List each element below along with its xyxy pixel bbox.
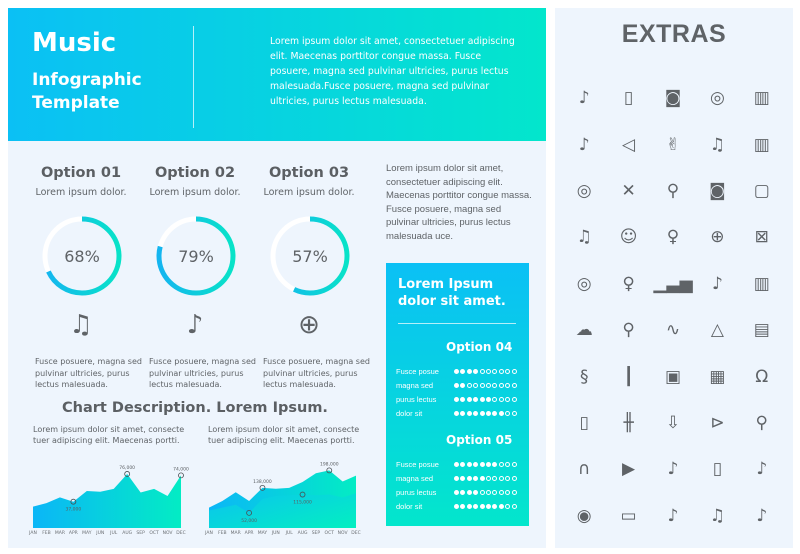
- rating-label: purus lectus: [396, 395, 437, 404]
- rating-label: Fusce posue: [396, 367, 439, 376]
- radio-icon[interactable]: ▣: [664, 366, 681, 387]
- rating-dot: [499, 504, 504, 509]
- data-label: 74,000: [173, 467, 189, 473]
- option-1: [26, 165, 136, 198]
- x-tick-label: APR: [244, 531, 254, 536]
- rating-row: [396, 395, 517, 404]
- rating-dot: [499, 490, 504, 495]
- rating-row: [396, 367, 517, 376]
- maracas-icon[interactable]: ⚲: [755, 412, 768, 433]
- option-description: Fusce posuere, magna sed pulvinar ultricies, purus lectus malesuada.: [35, 357, 142, 389]
- option-subtitle: Lorem ipsum dolor.: [263, 187, 355, 198]
- rating-dot: [499, 369, 504, 374]
- rating-dot: [460, 504, 465, 509]
- x-tick-label: DEC: [176, 531, 186, 536]
- rating-dot: [492, 504, 497, 509]
- rating-dot: [486, 411, 491, 416]
- guitar-head-icon[interactable]: ♪: [756, 459, 768, 480]
- data-label: 52,000: [241, 518, 257, 524]
- phone-play-icon[interactable]: ▶: [622, 459, 636, 480]
- rating-dot: [486, 476, 491, 481]
- charts: [0, 448, 380, 543]
- x-tick-label: APR: [68, 531, 78, 536]
- equalizer-icon[interactable]: ▁▃▅: [653, 273, 693, 294]
- rating-dot: [480, 462, 485, 467]
- rating-dot: [512, 462, 517, 467]
- x-tick-label: MAR: [54, 531, 65, 536]
- rating-dot: [505, 397, 510, 402]
- x-tick-label: OCT: [324, 531, 334, 536]
- rating-row: [396, 488, 517, 497]
- rating-dot: [512, 383, 517, 388]
- rating-dot: [473, 490, 478, 495]
- rating-dot: [512, 504, 517, 509]
- microphone-icon[interactable]: ⚲: [666, 180, 680, 201]
- option-donut: [155, 215, 237, 297]
- rating-dot: [512, 369, 517, 374]
- drum-icon[interactable]: ⊠: [754, 227, 769, 248]
- rating-dot: [454, 462, 459, 467]
- rating-dot: [473, 476, 478, 481]
- phone-music-icon[interactable]: ▯: [623, 88, 634, 109]
- x-tick-label: FEB: [42, 531, 51, 536]
- rating-group-title: Option 05: [446, 433, 513, 447]
- rating-dot: [492, 397, 497, 402]
- side-description: Lorem ipsum dolor sit amet, consectetuer adipiscing elit. Maecenas porttitor congue massa. Fusce posuere, magna sed pulvinar ultricies, purus lectus malesuada uce.: [386, 163, 532, 242]
- rating-dot: [480, 411, 485, 416]
- option-3: [254, 165, 364, 198]
- x-tick-label: AUG: [297, 531, 308, 536]
- piano-icon[interactable]: ▦: [709, 366, 726, 387]
- rating-dot: [492, 490, 497, 495]
- rating-row: [396, 502, 517, 511]
- card-divider: [398, 323, 516, 324]
- divider: [193, 26, 194, 128]
- rating-dot: [480, 383, 485, 388]
- trumpet-icon[interactable]: ⊳: [710, 412, 725, 433]
- rating-dot: [492, 462, 497, 467]
- rating-dot: [486, 490, 491, 495]
- rating-dot: [454, 490, 459, 495]
- x-tick-label: DEC: [351, 531, 361, 536]
- rating-dot: [473, 504, 478, 509]
- rating-dot: [460, 476, 465, 481]
- x-tick-label: JAN: [29, 531, 37, 536]
- music-book-icon[interactable]: ▯: [712, 459, 723, 480]
- rating-dot: [486, 504, 491, 509]
- x-tick-label: SEP: [311, 531, 321, 536]
- volume-icon[interactable]: ◁: [622, 134, 636, 155]
- x-tick-label: MAY: [82, 531, 92, 536]
- data-label: 115,000: [293, 500, 312, 506]
- rating-label: magna sed: [396, 474, 434, 483]
- mixer-sliders-icon[interactable]: ╫: [623, 412, 634, 433]
- header-description: Lorem ipsum dolor sit amet, consectetuer adipiscing elit. Maecenas porttitor congue massa. Fusce posuere, magna sed pulvinar ultricies, purus lectus malesuada.Fusce posuere, magna sed pulvinar ultricies, purus lectus malesuada.: [270, 36, 515, 107]
- rating-dot: [505, 411, 510, 416]
- data-label: 76,000: [119, 465, 136, 471]
- rating-dot: [480, 397, 485, 402]
- rock-hand-icon[interactable]: ✌: [665, 134, 681, 155]
- rating-dots: [454, 462, 517, 467]
- rating-dot: [473, 397, 478, 402]
- rating-dots: [454, 397, 517, 402]
- x-tick-label: JUL: [110, 531, 118, 536]
- turntable-icon[interactable]: ◎: [709, 88, 725, 109]
- rating-dot: [499, 411, 504, 416]
- rating-label: magna sed: [396, 381, 434, 390]
- rating-dot: [512, 490, 517, 495]
- rating-dot: [480, 476, 485, 481]
- rating-dot: [467, 504, 472, 509]
- chart-section-title: Chart Description. Lorem Ipsum.: [62, 400, 328, 416]
- option-subtitle: Lorem ipsum dolor.: [149, 187, 241, 198]
- rating-dot: [473, 411, 478, 416]
- rating-dot: [467, 397, 472, 402]
- rating-dot: [454, 504, 459, 509]
- globe-headphones-icon: ⊕: [298, 310, 320, 340]
- donut-percent: 57%: [292, 247, 328, 266]
- rating-dot: [505, 504, 510, 509]
- extras-title: EXTRAS: [621, 20, 727, 48]
- rating-dot: [505, 383, 510, 388]
- x-tick-label: JUL: [285, 531, 293, 536]
- rating-row: [396, 460, 517, 469]
- option-description: Fusce posuere, magna sed pulvinar ultricies, purus lectus malesuada.: [149, 357, 256, 389]
- rating-dots: [454, 383, 517, 388]
- rating-dot: [499, 383, 504, 388]
- guitar-icon[interactable]: ♪: [711, 273, 723, 294]
- rating-dots: [454, 504, 517, 509]
- download-music-icon[interactable]: ⇩: [665, 412, 681, 433]
- rating-dot: [473, 462, 478, 467]
- option-2: [140, 165, 250, 198]
- rating-dot: [486, 383, 491, 388]
- rating-dot: [512, 411, 517, 416]
- donut-percent: 79%: [178, 247, 214, 266]
- rating-dot: [460, 490, 465, 495]
- rating-dot: [505, 369, 510, 374]
- speaker-icon[interactable]: ◙: [664, 88, 682, 109]
- rating-label: Fusce posue: [396, 460, 439, 469]
- rating-dot: [467, 411, 472, 416]
- x-tick-label: FEB: [218, 531, 227, 536]
- option-title: Option 01: [40, 165, 122, 181]
- music-note-icon[interactable]: ♪: [578, 88, 590, 109]
- x-tick-label: MAR: [230, 531, 241, 536]
- rating-dot: [505, 490, 510, 495]
- chart1-area-series1: [33, 474, 181, 528]
- rating-dot: [467, 476, 472, 481]
- rating-dots: [454, 476, 517, 481]
- rating-dot: [473, 369, 478, 374]
- cassette-icon[interactable]: ▭: [620, 505, 637, 526]
- lyre-icon[interactable]: Ω: [755, 366, 769, 387]
- speaker-note-icon[interactable]: ◙: [709, 180, 726, 201]
- data-label: 37,000: [65, 507, 82, 513]
- rating-dot: [480, 504, 485, 509]
- car-music-icon: ♫: [69, 310, 93, 340]
- rating-dot: [486, 462, 491, 467]
- rating-dot: [454, 476, 459, 481]
- x-tick-label: SEP: [136, 531, 145, 536]
- page-title: Music: [32, 28, 117, 58]
- double-note-icon[interactable]: ♫: [576, 227, 592, 248]
- rating-dot: [512, 476, 517, 481]
- mute-icon[interactable]: ✕: [621, 180, 636, 201]
- rating-dot: [460, 369, 465, 374]
- rating-dots: [454, 411, 517, 416]
- podcast-mic-icon[interactable]: ♀: [622, 273, 635, 294]
- rating-dot: [460, 383, 465, 388]
- music-file-icon[interactable]: ▯: [579, 412, 589, 433]
- rating-dot: [467, 490, 472, 495]
- rating-dot: [473, 383, 478, 388]
- dj-headphones-icon[interactable]: ☺: [619, 227, 638, 248]
- xylophone-icon[interactable]: ▥: [753, 88, 770, 109]
- x-tick-label: JUN: [96, 531, 105, 536]
- rating-group-title: Option 04: [446, 340, 513, 354]
- rating-dot: [480, 369, 485, 374]
- headphones-icon[interactable]: ∩: [577, 459, 591, 480]
- rating-dot: [460, 462, 465, 467]
- rating-dot: [480, 490, 485, 495]
- accordion-icon[interactable]: ▤: [753, 320, 770, 341]
- treble-clef-icon[interactable]: §: [579, 366, 589, 387]
- option-description: Fusce posuere, magna sed pulvinar ultricies, purus lectus malesuada.: [263, 357, 370, 389]
- chimes-icon[interactable]: ▥: [753, 134, 770, 155]
- saxophone-icon[interactable]: ♪: [756, 505, 768, 526]
- data-label: 138,000: [253, 479, 272, 485]
- cloud-music-icon[interactable]: ☁: [575, 320, 593, 341]
- x-tick-label: JAN: [205, 531, 213, 536]
- disc-icon[interactable]: ◉: [576, 505, 592, 526]
- chart2-description: Lorem ipsum dolor sit amet, consecte tuer adipiscing elit. Maecenas portti.: [208, 425, 360, 445]
- option-subtitle: Lorem ipsum dolor.: [35, 187, 127, 198]
- acoustic-guitar-icon[interactable]: ♪: [667, 459, 679, 480]
- rating-dot: [486, 397, 491, 402]
- electric-guitar-icon[interactable]: ♪: [667, 505, 679, 526]
- rating-row: [396, 409, 517, 418]
- rating-dot: [505, 476, 510, 481]
- balalaika-icon[interactable]: △: [710, 320, 724, 341]
- rating-row: [396, 381, 517, 390]
- car-music-icon[interactable]: ♫: [709, 134, 725, 155]
- vinyl-note-icon[interactable]: ◎: [576, 180, 592, 201]
- music-bag-icon[interactable]: ♫: [709, 505, 725, 526]
- x-tick-label: OCT: [149, 531, 159, 536]
- cd-icon[interactable]: ◎: [576, 273, 592, 294]
- rating-label: dolor sit: [396, 409, 423, 418]
- option-donut: [41, 215, 123, 297]
- rating-dot: [460, 411, 465, 416]
- x-tick-label: AUG: [122, 531, 133, 536]
- x-tick-label: NOV: [337, 531, 348, 536]
- card-title: Lorem Ipsum dolor sit amet.: [398, 277, 506, 309]
- data-label: 198,000: [319, 462, 339, 468]
- x-tick-label: NOV: [162, 531, 173, 536]
- rating-label: dolor sit: [396, 502, 423, 511]
- chart1-description: Lorem ipsum dolor sit amet, consecte tuer adipiscing elit. Maecenas portti.: [33, 425, 185, 445]
- rating-dot: [492, 476, 497, 481]
- rating-dot: [492, 369, 497, 374]
- rating-dot: [492, 383, 497, 388]
- rating-dot: [505, 462, 510, 467]
- rating-row: [396, 474, 517, 483]
- x-tick-label: MAY: [257, 531, 268, 536]
- sound-wave-icon[interactable]: ∿: [665, 320, 681, 341]
- rating-dot: [486, 369, 491, 374]
- rating-dot: [499, 397, 504, 402]
- rating-dot: [467, 383, 472, 388]
- donut-percent: 68%: [64, 247, 100, 266]
- globe-headphones-icon[interactable]: ⊕: [710, 227, 725, 248]
- rating-dot: [454, 383, 459, 388]
- audio-jack-icon[interactable]: ┃: [623, 366, 634, 387]
- rating-card: [386, 263, 529, 526]
- rating-dot: [467, 462, 472, 467]
- rating-dot: [467, 369, 472, 374]
- rating-dot: [460, 397, 465, 402]
- rating-dots: [454, 369, 517, 374]
- saxophone-icon: ♪: [186, 310, 204, 340]
- handheld-mic-icon[interactable]: ⚲: [622, 320, 635, 341]
- option-title: Option 02: [154, 165, 236, 181]
- playlist-icon[interactable]: ♪: [578, 134, 590, 155]
- rating-dot: [454, 397, 459, 402]
- icon-grid: [562, 75, 784, 539]
- rating-dot: [454, 411, 459, 416]
- rating-dots: [454, 490, 517, 495]
- page-subtitle: Infographic Template: [32, 70, 142, 113]
- studio-mic-icon[interactable]: ♀: [666, 227, 680, 248]
- option-donut: [269, 215, 351, 297]
- drum-sticks-icon[interactable]: ▥: [753, 273, 770, 294]
- rating-label: purus lectus: [396, 488, 437, 497]
- rating-dot: [492, 411, 497, 416]
- rating-dot: [499, 476, 504, 481]
- x-tick-label: JUN: [271, 531, 280, 536]
- rating-dot: [499, 462, 504, 467]
- rating-dot: [454, 369, 459, 374]
- rating-dot: [512, 397, 517, 402]
- option-title: Option 03: [268, 165, 350, 181]
- drum-conga-icon[interactable]: ▢: [753, 180, 770, 201]
